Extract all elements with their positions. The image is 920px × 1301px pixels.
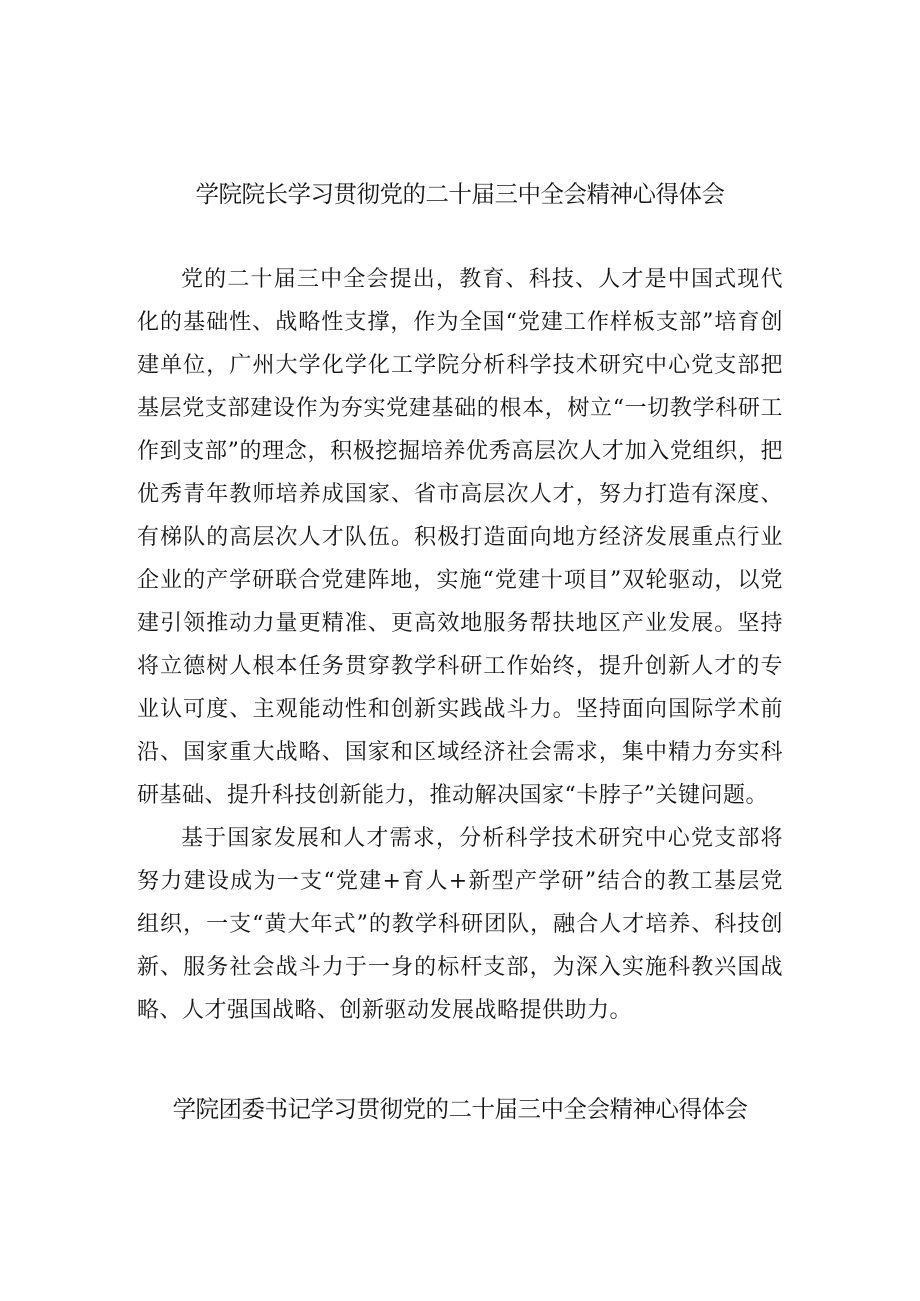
next-section-title: 学院团委书记学习贯彻党的二十届三中全会精神心得体会 <box>172 1095 748 1123</box>
body-paragraph: 基于国家发展和人才需求，分析科学技术研究中心党支部将努力建设成为一支“党建+育人+新型产学研”结合的教工基层党组织，一支“黄大年式”的教学科研团队，融合人才培养、科技创新、服务社会战斗力于一身的标杆支部，为深入实施科教兴国战略、人才强国战略、创新驱动发展战略提供助力。 <box>137 826 783 1023</box>
body-paragraph: 党的二十届三中全会提出，教育、科技、人才是中国式现代化的基础性、战略性支撑，作为全国“党建工作样板支部”培育创建单位，广州大学化学化工学院分析科学技术研究中心党支部把基层党支部建设作为夯实党建基础的根本，树立“一切教学科研工作到支部”的理念，积极挖掘培养优秀高层次人才加入党组织，把优秀青年教师培养成国家、省市高层次人才，努力打造有深度、有梯队的高层次人才队伍。积极打造面向地方经济发展重点行业企业的产学研联合党建阵地，实施“党建十项目”双轮驱动，以党建引领推动力量更精准、更高效地服务帮扶地区产业发展。坚持将立德树人根本任务贯穿教学科研工作始终，提升创新人才的专业认可度、主观能动性和创新实践战斗力。坚持面向国际学术前沿、国家重大战略、国家和区域经济社会需求，集中精力夯实科研基础、提升科技创新能力，推动解决国家“卡脖子”关键问题。 <box>137 267 783 808</box>
document-body <box>137 258 783 1032</box>
document-title: 学院院长学习贯彻党的二十届三中全会精神心得体会 <box>195 180 725 208</box>
